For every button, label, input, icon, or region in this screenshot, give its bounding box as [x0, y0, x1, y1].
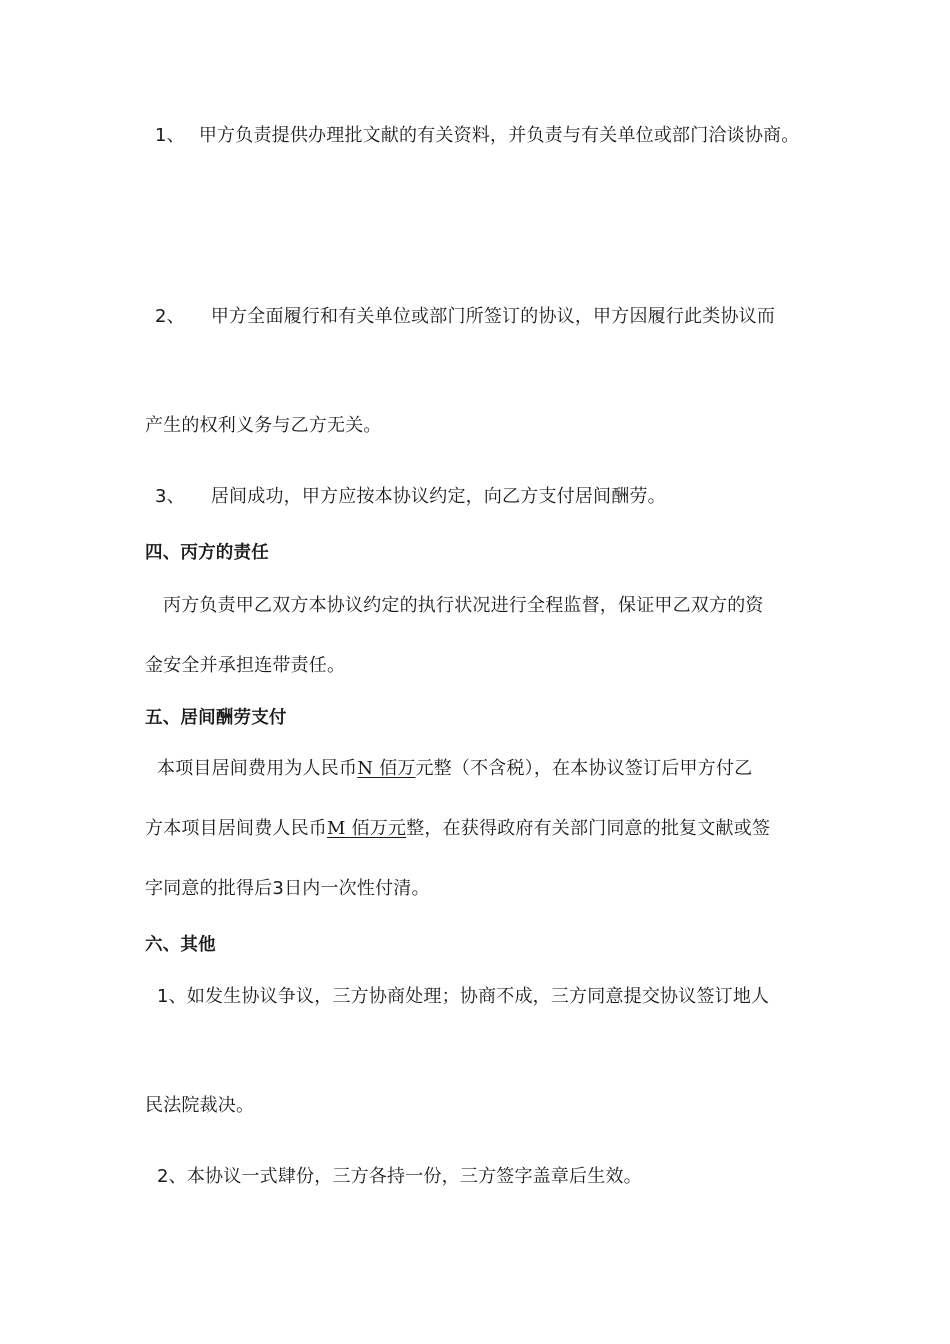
section-5-line-1-pre: 本项目居间费用为人民币	[157, 758, 358, 779]
section-5-heading: 五、居间酬劳支付	[145, 708, 287, 728]
clause-1	[155, 124, 799, 148]
section-5-line-2	[145, 817, 770, 841]
section-5-line-3	[145, 877, 430, 901]
section-6-item-2-text: 、本协议一式肆份，三方各持一份，三方签字盖章后生效。	[168, 1166, 642, 1187]
fee-amount-m: M 佰万元	[327, 818, 407, 839]
section-6-item-1-text: 、如发生协议争议，三方协商处理；协商不成，三方同意提交协议签订地人	[168, 986, 770, 1007]
section-5-line-1-post: 元整（不含税），在本协议签订后甲方付乙	[415, 758, 753, 779]
clause-2-text: 甲方全面履行和有关单位或部门所签订的协议，甲方因履行此类协议而	[210, 306, 776, 327]
section-5-line-1	[157, 757, 752, 781]
clause-2-number: 2、	[155, 306, 185, 327]
section-6-item-1-continuation: 民法院裁决。	[145, 1095, 255, 1116]
section-5-line-3-pre: 字同意的批得后	[145, 878, 273, 899]
section-4-line-2: 金安全并承担连带责任。	[145, 655, 346, 676]
section-6-item-1	[157, 985, 769, 1009]
section-5-days-number: 3	[272, 878, 285, 899]
section-6-item-2	[157, 1165, 642, 1189]
clause-3	[155, 485, 666, 509]
clause-3-number: 3、	[155, 486, 185, 507]
clause-1-number: 1、	[155, 125, 185, 146]
section-6-item-1-number: 1	[157, 986, 169, 1007]
section-5-line-3-post: 日内一次性付清。	[284, 878, 430, 899]
section-5-line-2-post: 整，在获得政府有关部门同意的批复文献或签	[406, 818, 771, 839]
section-4-line-1: 丙方负责甲乙双方本协议约定的执行状况进行全程监督，保证甲乙双方的资	[163, 595, 764, 616]
section-4-heading: 四、丙方的责任	[145, 543, 269, 563]
clause-2	[155, 305, 775, 329]
clause-2-continuation: 产生的权利义务与乙方无关。	[145, 415, 382, 436]
section-6-item-2-number: 2	[157, 1166, 169, 1187]
section-6-heading: 六、其他	[145, 935, 216, 955]
section-5-line-2-pre: 方本项目居间费人民币	[145, 818, 327, 839]
fee-amount-n: N 佰万	[357, 758, 416, 779]
clause-3-text: 居间成功，甲方应按本协议约定，向乙方支付居间酬劳。	[210, 486, 666, 507]
clause-1-text: 甲方负责提供办理批文献的有关资料，并负责与有关单位或部门洽谈协商。	[198, 125, 800, 146]
